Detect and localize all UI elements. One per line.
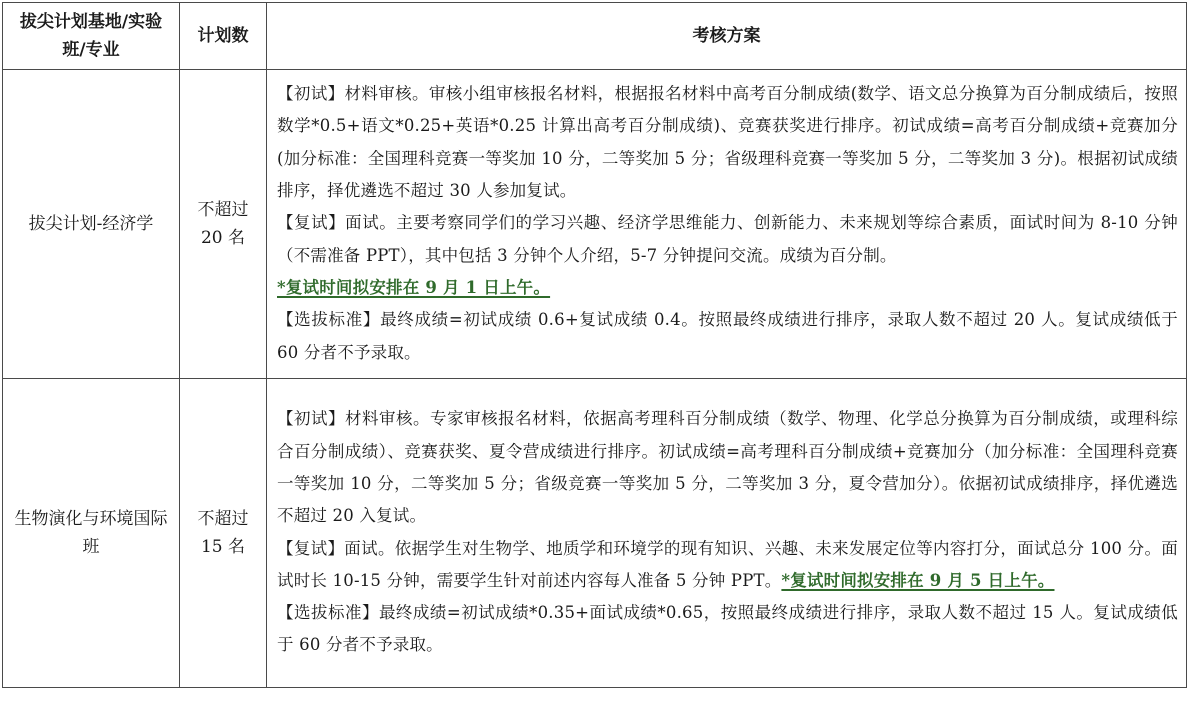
second-exam-time-note: *复试时间拟安排在 9 月 1 日上午。 [277,277,551,297]
initial-exam-paragraph [277,78,1178,207]
table-row [3,379,1187,688]
program-name: 拔尖计划-经济学 [3,70,180,379]
second-exam-time-paragraph [277,272,1178,304]
second-exam-tag: 【复试】 [277,213,346,233]
program-name: 生物演化与环境国际班 [3,379,180,688]
quota-cell [180,70,267,379]
quota-cell [180,379,267,688]
selection-tag: 【选拔标准】 [277,603,379,623]
table-row [3,70,1187,379]
header-assessment: 考核方案 [267,3,1187,70]
selection-text: 最终成绩=初试成绩*0.35+面试成绩*0.65，按照最终成绩进行排序，录取人数不超过 15 人。复试成绩低于 60 分者不予录取。 [277,603,1178,655]
table-header-row [3,3,1187,70]
quota-line: 20 名 [200,228,246,248]
second-exam-text: 面试。主要考察同学们的学习兴趣、经济学思维能力、创新能力、未来规划等综合素质，面试时间为 8-10 分钟（不需准备 PPT），其中包括 3 分钟个人介绍，5-7 分钟提问交流。成绩为百分制。 [277,213,1178,265]
selection-tag: 【选拔标准】 [277,310,381,330]
selection-paragraph [277,304,1178,369]
second-exam-paragraph [277,533,1178,598]
initial-exam-tag: 【初试】 [277,84,345,104]
second-exam-paragraph [277,207,1178,272]
initial-exam-tag: 【初试】 [277,409,346,429]
assessment-scheme [267,379,1187,688]
assessment-scheme [267,70,1187,379]
initial-exam-text: 材料审核。专家审核报名材料，依据高考理科百分制成绩（数学、物理、化学总分换算为百分制成绩，或理科综合百分制成绩）、竞赛获奖、夏令营成绩进行排序。初试成绩=高考理科百分制成绩+竞赛加分（加分标准：全国理科竞赛一等奖加 10 分，二等奖加 5 分；省级竞赛一等奖加 5 分，二等奖加 3 分，夏令营加分）。依据初试成绩排序，择优遴选不超过 20 入复试。 [277,409,1178,526]
initial-exam-paragraph [277,403,1178,532]
selection-paragraph [277,597,1178,662]
second-exam-time-note: *复试时间拟安排在 9 月 5 日上午。 [781,570,1055,590]
selection-text: 最终成绩=初试成绩 0.6+复试成绩 0.4。按照最终成绩进行排序，录取人数不超过 20 人。复试成绩低于 60 分者不予录取。 [277,310,1178,362]
header-program: 拔尖计划基地/实验班/专业 [3,3,180,70]
header-quota: 计划数 [180,3,267,70]
quota-line: 15 名 [200,537,246,557]
second-exam-tag: 【复试】 [277,538,345,558]
quota-line: 不超过 [197,509,249,529]
quota-line: 不超过 [197,200,249,220]
initial-exam-text: 材料审核。审核小组审核报名材料，根据报名材料中高考百分制成绩(数学、语文总分换算为百分制成绩后，按照数学*0.5+语文*0.25+英语*0.25 计算出高考百分制成绩)、竞赛获奖进行排序。初试成绩=高考百分制成绩+竞赛加分(加分标准：全国理科竞赛一等奖加 10 分，二等奖加 5 分；省级理科竞赛一等奖加 5 分，二等奖加 3 分)。根据初试成绩排序，择优遴选不超过 30 人参加复试。 [277,84,1178,201]
admission-plan-table [2,2,1187,688]
second-exam-text: 面试。依据学生对生物学、地质学和环境学的现有知识、兴趣、未来发展定位等内容打分，面试总分 100 分。面试时长 10-15 分钟，需要学生针对前述内容每人准备 5 分钟 PPT。 [277,538,1178,590]
